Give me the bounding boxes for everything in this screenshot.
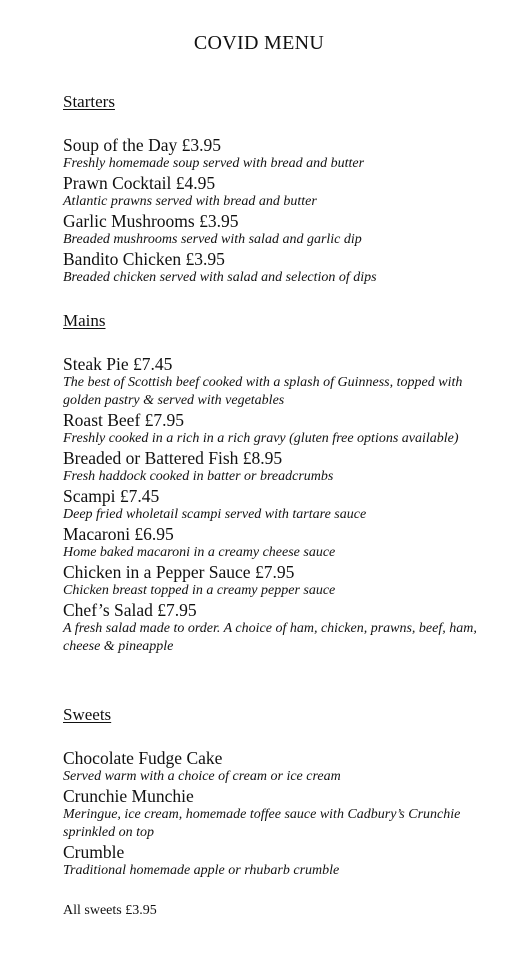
menu-item bbox=[63, 135, 503, 173]
item-description: Served warm with a choice of cream or ice cream bbox=[63, 769, 341, 784]
item-description: Home baked macaroni in a creamy cheese sauce bbox=[63, 545, 336, 560]
item-name: Prawn Cocktail £4.95 bbox=[63, 173, 216, 193]
menu-item bbox=[63, 562, 503, 600]
section-heading-starters: Starters bbox=[63, 92, 115, 111]
sweets-price-note: All sweets £3.95 bbox=[63, 903, 157, 918]
starters-section bbox=[63, 92, 503, 287]
item-description: Meringue, ice cream, homemade toffee sauce with Cadbury’s Crunchie sprinkled on top bbox=[63, 807, 461, 840]
item-description: Freshly homemade soup served with bread and butter bbox=[63, 156, 365, 171]
item-name: Bandito Chicken £3.95 bbox=[63, 249, 225, 269]
menu-item bbox=[63, 748, 503, 786]
menu-item bbox=[63, 410, 503, 448]
item-description: Chicken breast topped in a creamy pepper sauce bbox=[63, 583, 336, 598]
item-description: The best of Scottish beef cooked with a splash of Guinness, topped with golden pastry & served with vegetables bbox=[63, 375, 463, 408]
menu-item bbox=[63, 211, 503, 249]
item-name: Steak Pie £7.45 bbox=[63, 354, 173, 374]
item-description: Atlantic prawns served with bread and butter bbox=[63, 194, 317, 209]
item-description: A fresh salad made to order. A choice of ham, chicken, prawns, beef, ham, cheese & pineapple bbox=[63, 621, 477, 654]
item-description: Breaded chicken served with salad and selection of dips bbox=[63, 270, 377, 285]
menu-title: COVID MENU bbox=[193, 32, 325, 54]
item-description: Freshly cooked in a rich in a rich gravy (gluten free options available) bbox=[63, 431, 459, 446]
menu-item bbox=[63, 448, 503, 486]
mains-section bbox=[63, 311, 503, 656]
item-name: Scampi £7.45 bbox=[63, 486, 160, 506]
item-name: Crunchie Munchie bbox=[63, 786, 194, 806]
sweets-section bbox=[63, 705, 503, 880]
menu-item bbox=[63, 354, 503, 410]
menu-item bbox=[63, 524, 503, 562]
item-name: Roast Beef £7.95 bbox=[63, 410, 185, 430]
menu-item bbox=[63, 600, 503, 656]
menu-item bbox=[63, 173, 503, 211]
section-heading-sweets: Sweets bbox=[63, 705, 112, 724]
item-name: Soup of the Day £3.95 bbox=[63, 135, 221, 155]
item-description: Traditional homemade apple or rhubarb crumble bbox=[63, 863, 340, 878]
menu-item bbox=[63, 249, 503, 287]
item-description: Deep fried wholetail scampi served with tartare sauce bbox=[63, 507, 367, 522]
item-name: Crumble bbox=[63, 842, 125, 862]
item-name: Macaroni £6.95 bbox=[63, 524, 174, 544]
item-name: Chicken in a Pepper Sauce £7.95 bbox=[63, 562, 295, 582]
section-heading-mains: Mains bbox=[63, 311, 106, 330]
item-name: Breaded or Battered Fish £8.95 bbox=[63, 448, 283, 468]
menu-item bbox=[63, 486, 503, 524]
item-description: Breaded mushrooms served with salad and garlic dip bbox=[63, 232, 362, 247]
item-name: Chef’s Salad £7.95 bbox=[63, 600, 197, 620]
menu-item bbox=[63, 786, 503, 842]
item-description: Fresh haddock cooked in batter or breadcrumbs bbox=[63, 469, 334, 484]
item-name: Chocolate Fudge Cake bbox=[63, 748, 223, 768]
item-name: Garlic Mushrooms £3.95 bbox=[63, 211, 239, 231]
menu-item bbox=[63, 842, 503, 880]
